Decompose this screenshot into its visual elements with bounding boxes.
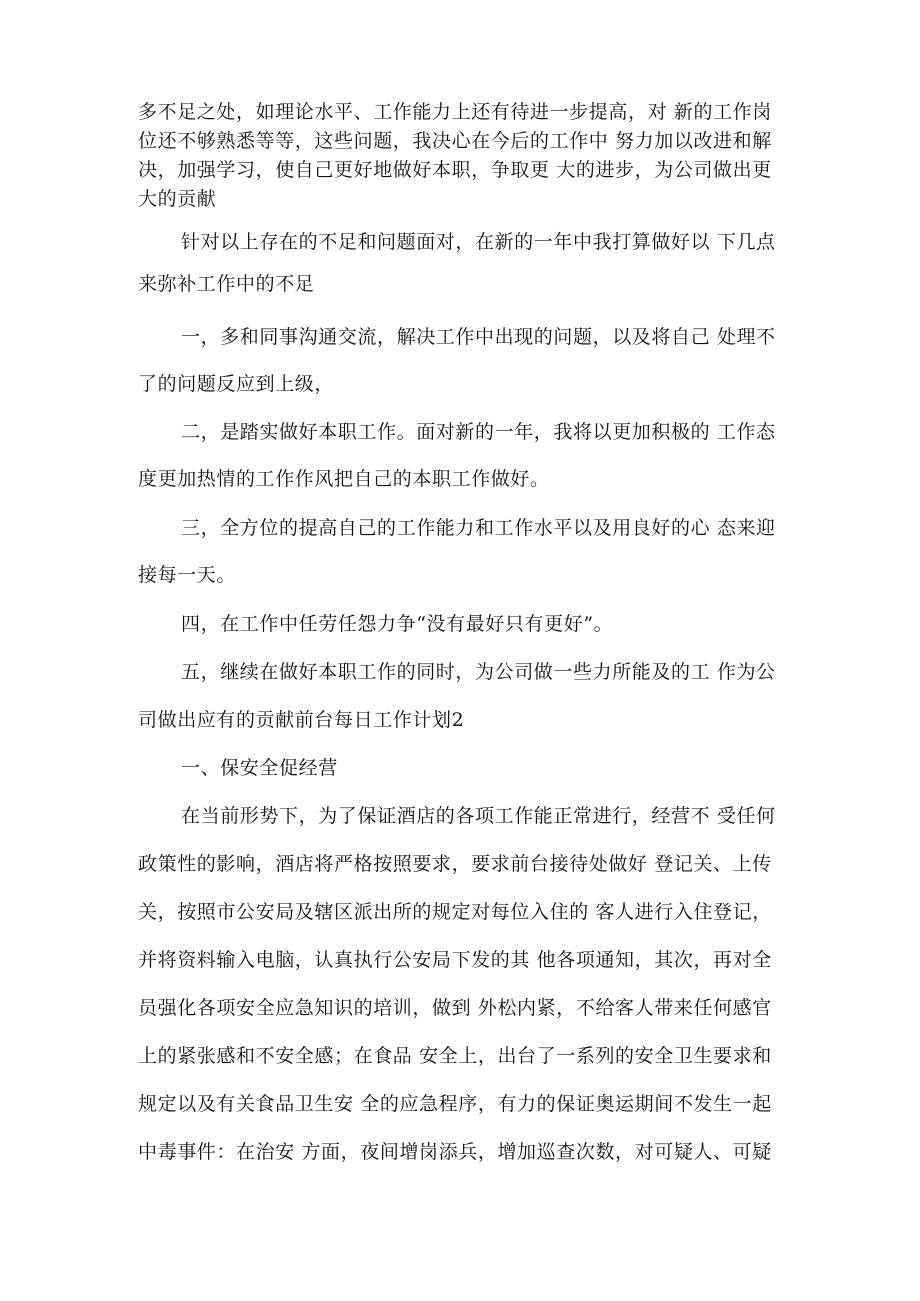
paragraph-line: 度更加热情的工作作风把自己的本职工作做好。: [138, 468, 550, 490]
paragraph-line: 接每一天。: [138, 564, 237, 586]
section-heading: 一、保安全促经营: [181, 757, 338, 779]
paragraph-line: 在当前形势下，为了保证酒店的各项工作能正常进行，经营不 受任何: [181, 805, 776, 827]
paragraph-line: 五，继续在做好本职工作的同时，为公司做一些力所能及的工 作为公: [181, 661, 776, 683]
paragraph-line: 中毒事件：在治安 方面，夜间增岗添兵，增加巡查次数，对可疑人、可疑: [138, 1141, 772, 1163]
paragraph-line: 并将资料输入电脑，认真执行公安局下发的其 他各项通知，其次，再对全: [138, 949, 772, 971]
paragraph-line: 三，全方位的提高自己的工作能力和工作水平以及用良好的心 态来迎: [181, 517, 776, 539]
paragraph-line: 了的问题反应到上级，: [138, 373, 335, 395]
paragraph-line: 政策性的影响，酒店将严格按照要求，要求前台接待处做好 登记关、上传: [138, 853, 772, 875]
paragraph-line: 针对以上存在的不足和问题面对，在新的一年中我打算做好以 下几点: [181, 231, 776, 253]
paragraph-line: 上的紧张感和不安全感；在食品 安全上，出台了一系列的安全卫生要求和: [138, 1045, 772, 1067]
paragraph-line: 来弥补工作中的不足: [138, 273, 315, 295]
paragraph-line: 大的贡献: [138, 188, 217, 210]
paragraph-line: 决，加强学习，使自己更好地做好本职，争取更 大的进步，为公司做出更: [138, 159, 772, 181]
paragraph-line: 司做出应有的贡献前台每日工作计划2: [138, 709, 465, 731]
paragraph-line: 二，是踏实做好本职工作。面对新的一年，我将以更加积极的 工作态: [181, 421, 776, 443]
paragraph-line: 规定以及有关食品卫生安 全的应急程序，有力的保证奥运期间不发生一起: [138, 1093, 772, 1115]
paragraph-line: 四，在工作中任劳任怨力争“没有最好只有更好”。: [181, 613, 614, 635]
paragraph-line: 多不足之处，如理论水平、工作能力上还有待进一步提高，对 新的工作岗: [138, 101, 772, 123]
paragraph-line: 一，多和同事沟通交流，解决工作中出现的问题，以及将自己 处理不: [181, 326, 776, 348]
paragraph-line: 员强化各项安全应急知识的培训，做到 外松内紧，不给客人带来任何感官: [138, 997, 772, 1019]
paragraph-line: 关，按照市公安局及辖区派出所的规定对每位入住的 客人进行入住登记，: [138, 901, 772, 923]
paragraph-line: 位还不够熟悉等等，这些问题，我决心在今后的工作中 努力加以改进和解: [138, 130, 772, 152]
